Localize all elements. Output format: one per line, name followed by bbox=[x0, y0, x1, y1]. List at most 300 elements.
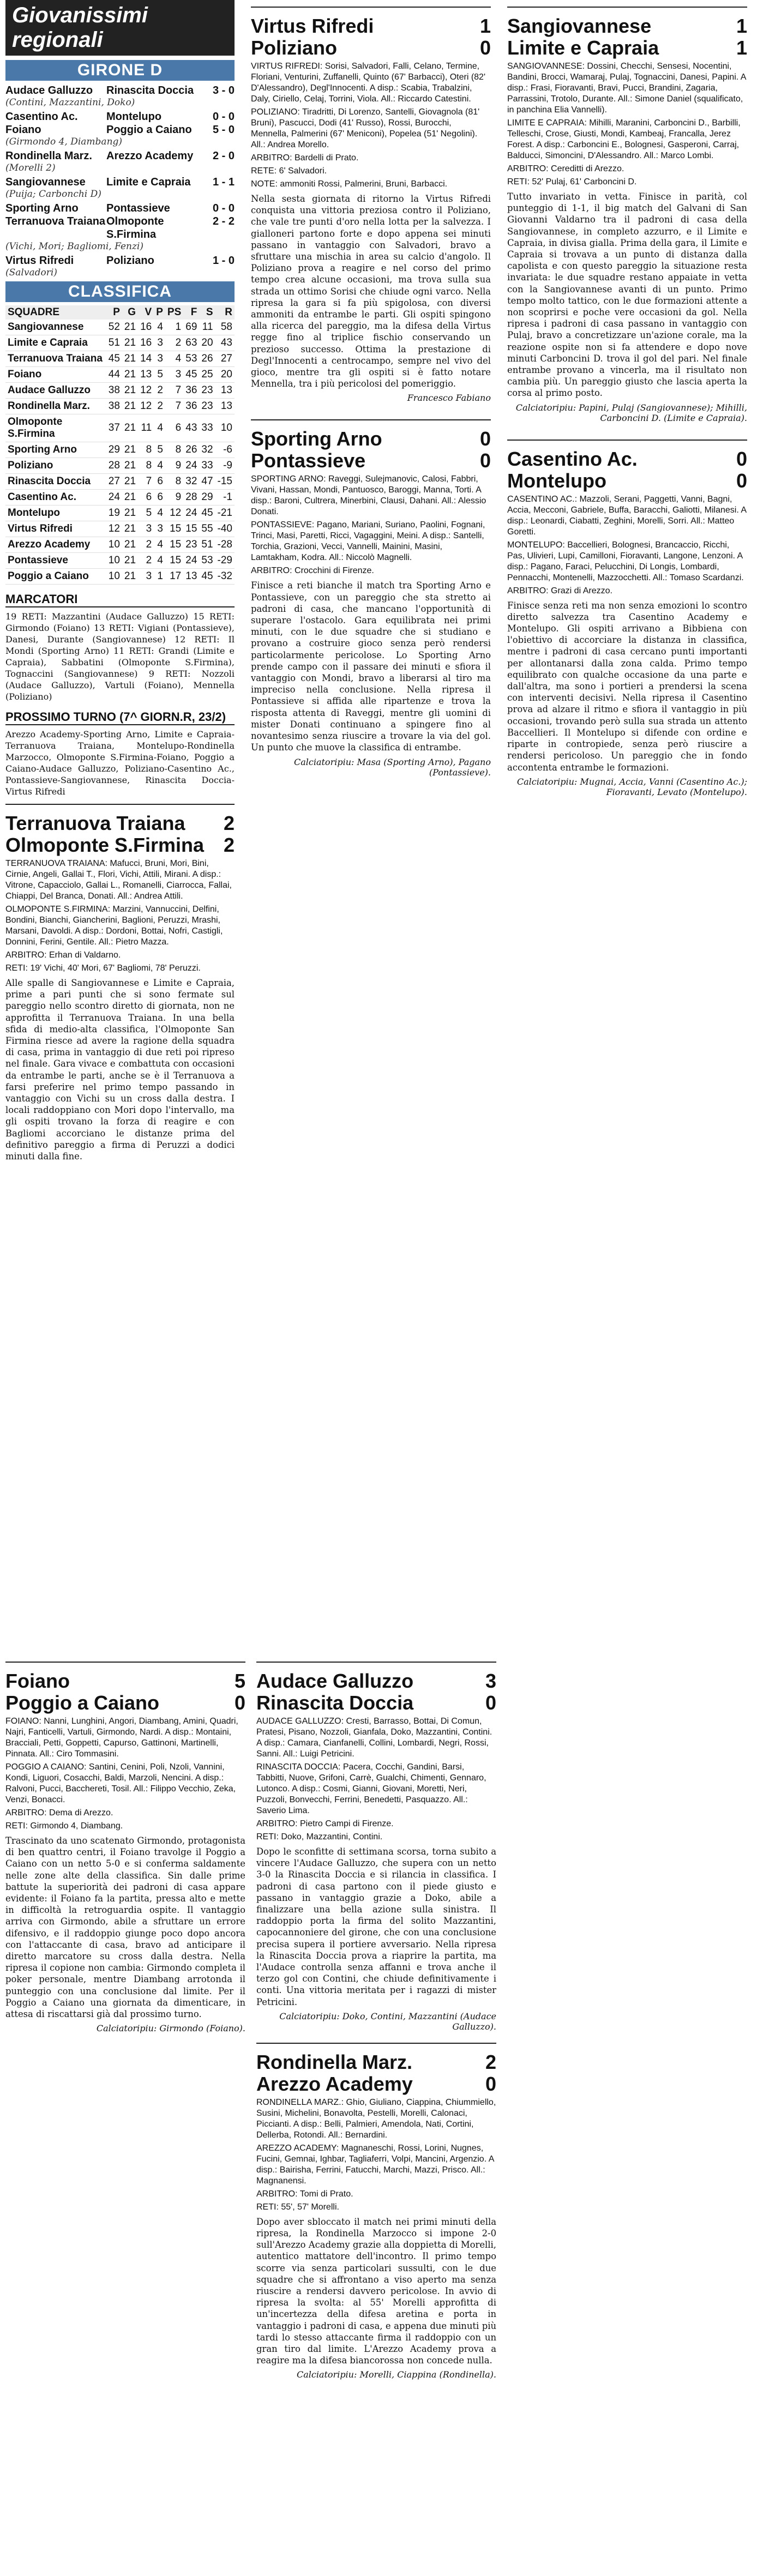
team-name: Sporting Arno bbox=[251, 428, 382, 450]
article-body: Tutto invariato in vetta. Finisce in parità, col punteggio di 1-1, il big match del Galvani di San Giovanni Valdarno tra il padroni di casa della Sangiovannese, in completo azzurro, e il Limite e Capraia, in divisa gialla. Prima della gara, il Limite e Capraia si trovava a un punto di distanza dalla capolista e con questo pareggio la situazione resta invariata: le due squadre restano appaiate in vetta con la Sangiovannese avanti di un punto. Primo tempo molto tattico, con le due formazioni attente a non scoprirsi e poche vere occasioni da gol. Nella ripresa i padroni di casa passano in vantaggio con Pulaj, bravo a concretizzare un'azione corale, ma la reazione ospite non si fa attendere e dopo nove minuti Carboncini D. trova il gol del pari. Nel finale entrambe provano a vincerla, ma il risultato non cambia più. Un pareggio giusto che lascia aperta la corsa al primo posto. bbox=[507, 191, 747, 399]
article-body: Nella sesta giornata di ritorno la Virtus Rifredi conquista una vittoria preziosa contro il Poliziano, che vale tre punti d'oro nella lotta per la salvezza. I gialloneri partono forte e dopo appena sei minuti passano in vantaggio con Salvadori, bravo a sfruttare una mischia in area su calcio d'angolo. Il Poliziano prova a reagire e nel corso del primo tempo crea alcune occasioni, ma trova sulla sua strada un ottimo Sorisi che chiude ogni varco. Nella ripresa la gara si fa più spigolosa, con diversi ammoniti da entrambe le parti. Gli ospiti spingono alla ricerca del pareggio, ma la difesa della Virtus regge fino al triplice fischio conservando un prezioso successo. Ottima la prestazione di Degl'Innocenti a centrocampo, sempre nel vivo del gioco, mentre tra gli ospiti si è fatto notare Mennella, tra i più pericolosi del pomeriggio. bbox=[251, 194, 491, 389]
table-cell: 20 bbox=[199, 335, 215, 351]
lineup-away: AREZZO ACADEMY: Magnaneschi, Rossi, Lorini, Nugnes, Fucini, Gemnai, Ighbar, Tagliaferri, Volpi, Mancini, Argenzio. A disp.: Bairisha, Ferrini, Fatucchi, Marchi, Mazzi, Prisco. All.: Magnanensi. bbox=[256, 2143, 494, 2186]
article-team1 bbox=[5, 1670, 245, 1692]
notes: NOTE: ammoniti Rossi, Palmerini, Bruni, Barbacci. bbox=[251, 179, 448, 189]
referee: ARBITRO: Bardelli di Prato. bbox=[251, 153, 359, 162]
team-score: 0 bbox=[736, 469, 747, 492]
table-cell: 3 bbox=[138, 569, 154, 585]
team-name: Rinascita Doccia bbox=[256, 1692, 414, 1714]
score: 2 - 2 bbox=[212, 215, 235, 227]
team-name: Virtus Rifredi bbox=[251, 15, 374, 37]
table-cell: 24 bbox=[106, 490, 122, 505]
article-casentino bbox=[507, 440, 747, 797]
table-cell: 21 bbox=[122, 521, 138, 537]
article-team2 bbox=[5, 834, 235, 856]
table-cell: 1 bbox=[154, 569, 165, 585]
result-row bbox=[5, 149, 235, 162]
table-cell: 6 bbox=[165, 414, 183, 442]
rule bbox=[5, 804, 235, 805]
table-cell: 25 bbox=[199, 367, 215, 383]
table-cell: 13 bbox=[215, 399, 235, 414]
table-row bbox=[5, 569, 235, 585]
score: 2 - 0 bbox=[212, 150, 235, 162]
table-cell: 24 bbox=[183, 553, 199, 569]
table-cell: 5 bbox=[138, 505, 154, 521]
result-scorers: (Puija; Carbonchi D) bbox=[5, 189, 101, 200]
table-cell: 45 bbox=[199, 569, 215, 585]
goals: RETI: 55', 57' Morelli. bbox=[256, 2202, 339, 2212]
table-cell: 21 bbox=[122, 320, 138, 335]
table-cell: Audace Galluzzo bbox=[5, 383, 106, 399]
home-team: Casentino Ac. bbox=[5, 111, 78, 123]
score: 1 - 1 bbox=[212, 176, 235, 188]
article-terranuova bbox=[5, 804, 235, 1162]
lineup-away: POGGIO A CAIANO: Santini, Cenini, Poli, Nzoli, Vannini, Kondi, Liguori, Cosacchi, Baldi, Marzoli, Nencini. A disp.: Ralvoni, Pucci, Bacchereti, Tosil. All.: Filippo Vecchio, Zeka, Venzi, Bonacci. bbox=[5, 1762, 236, 1804]
home-team: Rondinella Marz. bbox=[5, 150, 92, 162]
table-row bbox=[5, 553, 235, 569]
table-cell: 32 bbox=[199, 442, 215, 458]
table-cell: Arezzo Academy bbox=[5, 537, 106, 553]
section-title: Giovanissimi regionali bbox=[5, 0, 235, 56]
away-team: Limite e Capraia bbox=[106, 176, 191, 188]
table-cell: 14 bbox=[138, 351, 154, 367]
table-cell: 1 bbox=[165, 320, 183, 335]
team-score: 1 bbox=[736, 15, 747, 37]
table-cell: Casentino Ac. bbox=[5, 490, 106, 505]
table-cell: 15 bbox=[165, 537, 183, 553]
table-cell: -28 bbox=[215, 537, 235, 553]
scorers-heading: MARCATORI bbox=[5, 592, 235, 607]
lineup-away: LIMITE E CAPRAIA: Mihilli, Maranini, Carboncini D., Barbilli, Telleschi, Crose, Giusti, Mondi, Kambeaj, Francalla, Jerez Forest. A disp.: Carboncini E., Bolognesi, Gasperoni, Carraj, Balducci, Simoncini, D'Alessandro. All.: Marco Lombi. bbox=[507, 118, 741, 160]
table-cell: 38 bbox=[106, 399, 122, 414]
table-cell: 12 bbox=[106, 521, 122, 537]
table-cell: 15 bbox=[165, 521, 183, 537]
table-cell: 38 bbox=[106, 383, 122, 399]
right-column bbox=[507, 0, 747, 801]
result-row bbox=[5, 254, 235, 267]
score: 1 - 0 bbox=[212, 255, 235, 267]
table-row bbox=[5, 490, 235, 505]
table-cell: 2 bbox=[154, 383, 165, 399]
table-cell: 33 bbox=[199, 458, 215, 474]
rule bbox=[256, 1662, 496, 1663]
article-team2 bbox=[507, 37, 747, 59]
table-cell: 4 bbox=[154, 553, 165, 569]
article-author: Calciatoripiu: Mugnai, Accia, Vanni (Casentino Ac.); Fioravanti, Levato (Montelupo). bbox=[516, 776, 747, 797]
table-cell: 21 bbox=[122, 383, 138, 399]
table-cell: 23 bbox=[199, 399, 215, 414]
result-scorers: (Contini, Mazzantini, Doko) bbox=[5, 97, 135, 108]
table-cell: 45 bbox=[199, 505, 215, 521]
home-team: Sporting Arno bbox=[5, 202, 79, 214]
team-score: 5 bbox=[234, 1670, 245, 1692]
table-cell: 4 bbox=[165, 351, 183, 367]
table-header: G bbox=[122, 305, 138, 320]
rule bbox=[507, 7, 747, 8]
table-header: P bbox=[154, 305, 165, 320]
table-cell: 11 bbox=[138, 414, 154, 442]
table-header: V bbox=[138, 305, 154, 320]
table-cell: 4 bbox=[154, 414, 165, 442]
table-cell: 27 bbox=[215, 351, 235, 367]
table-cell: 13 bbox=[138, 367, 154, 383]
table-cell: 21 bbox=[122, 335, 138, 351]
table-cell: -40 bbox=[215, 521, 235, 537]
away-team: Arezzo Academy bbox=[106, 150, 194, 162]
table-cell: 9 bbox=[165, 490, 183, 505]
table-cell: 17 bbox=[165, 569, 183, 585]
home-team: Audace Galluzzo bbox=[5, 85, 93, 97]
table-cell: 7 bbox=[165, 399, 183, 414]
table-cell: 10 bbox=[106, 553, 122, 569]
table-cell: 3 bbox=[165, 367, 183, 383]
table-cell: 15 bbox=[183, 521, 199, 537]
table-cell: 4 bbox=[154, 505, 165, 521]
table-row bbox=[5, 521, 235, 537]
table-cell: 29 bbox=[199, 490, 215, 505]
article-team2 bbox=[251, 37, 491, 59]
referee: ARBITRO: Grazi di Arezzo. bbox=[507, 586, 612, 595]
team-score: 0 bbox=[485, 1692, 496, 1714]
article-author: Calciatoripiu: Papini, Pulaj (Sangiovannese); Mihilli, Carboncini D. (Limite e Capraia). bbox=[515, 402, 747, 423]
rule bbox=[251, 419, 491, 420]
table-cell: Limite e Capraia bbox=[5, 335, 106, 351]
article-body: Dopo le sconfitte di settimana scorsa, torna subito a vincere l'Audace Galluzzo, che supera con un netto 3-0 la Rinascita Doccia e si rilancia in classifica. I padroni di casa partono con il piede giusto e passano in vantaggio grazie a Doko, abile a finalizzare una bella azione sulla sinistra. Il raddoppio porta la firma del solito Mazzantini, capocannoniere del girone, che con una conclusione precisa supera il portiere avversario. Nella ripresa la Rinascita Doccia prova a riaprire la partita, ma l'Audace controlla senza affanni e trova anche il terzo gol con Contini, che chiude definitivamente i conti. Una vittoria meritata per i ragazzi di mister Petricini. bbox=[256, 1846, 496, 2007]
bottom-middle bbox=[256, 1655, 496, 2383]
score: 3 - 0 bbox=[212, 85, 235, 97]
article-team2 bbox=[251, 450, 491, 472]
article-audace bbox=[256, 1662, 496, 2032]
team-score: 1 bbox=[736, 37, 747, 59]
lineup-away: POLIZIANO: Tiradritti, Di Lorenzo, Santelli, Giovagnola (81' Bruni), Pascucci, Dodi (41' Russo), Rossi, Burocchi, Mennella, Palmerini (67' Meniconi), Popelea (51' Negolini). All.: Andrea Morello. bbox=[251, 107, 480, 149]
girone-label: GIRONE D bbox=[5, 60, 235, 81]
table-cell: 7 bbox=[138, 474, 154, 490]
lineup-home: VIRTUS RIFREDI: Sorisi, Salvadori, Falli, Celano, Termine, Floriani, Venturini, Zuffanelli, Quinto (67' Barbacci), Oteri (82' D'Alessandro), Degl'Innocenti. A disp.: Scabia, Trabalzini, Daly, Ciriello, Celaj, Torrini, Viola. All.: Riccardo Catestini. bbox=[251, 62, 486, 104]
table-cell: 5 bbox=[154, 442, 165, 458]
table-cell: 21 bbox=[122, 367, 138, 383]
table-cell: 8 bbox=[138, 458, 154, 474]
table-cell: Montelupo bbox=[5, 505, 106, 521]
article-sangiovannese bbox=[507, 7, 747, 423]
table-cell: 21 bbox=[122, 474, 138, 490]
table-cell: -15 bbox=[215, 474, 235, 490]
table-cell: Sangiovannese bbox=[5, 320, 106, 335]
table-cell: Foiano bbox=[5, 367, 106, 383]
table-cell: 43 bbox=[183, 414, 199, 442]
table-cell: 8 bbox=[138, 442, 154, 458]
table-cell: 5 bbox=[154, 367, 165, 383]
table-cell: Poliziano bbox=[5, 458, 106, 474]
table-cell: Sporting Arno bbox=[5, 442, 106, 458]
table-cell: 13 bbox=[183, 569, 199, 585]
table-row bbox=[5, 537, 235, 553]
article-author: Calciatoripiu: Girmondo (Foiano). bbox=[96, 2023, 245, 2034]
table-cell: 23 bbox=[183, 537, 199, 553]
table-header: F bbox=[183, 305, 199, 320]
table-cell: 58 bbox=[215, 320, 235, 335]
team-score: 0 bbox=[479, 37, 491, 59]
article-body: Alle spalle di Sangiovannese e Limite e Capraia, prime a pari punti che si sono fermate sul pareggio nello scontro diretto di giornata, non ne approfitta il Terranuova Traiana. In una bella sfida di medio-alta classifica, l'Olmoponte San Firmina riesce ad avere la ragione della squadra di casa, prima in vantaggio di due reti poi ripreso nel finale. Gara vivace e combattuta con occasioni da entrambe le parti, anche se è il Terranuova a farsi preferire nel primo tempo passando in vantaggio con Vichi su un cross dalla destra. I locali raddoppiano con Mori dopo l'intervallo, ma gli ospiti trovano la forza di reagire e con Bagliomi accorciano le distanze prima del definitivo pareggio a firma di Peruzzi a dodici minuti dalla fine. bbox=[5, 978, 235, 1162]
table-cell: Terranuova Traiana bbox=[5, 351, 106, 367]
table-cell: 4 bbox=[154, 320, 165, 335]
lineup-home: CASENTINO AC.: Mazzoli, Serani, Paggetti, Vanni, Bagni, Accia, Mecconi, Gabriele, Buffa, Baracchi, Galiotti, Milanesi. A disp.: Leonardi, Ciabatti, Zeghini, Morelli, Sorri. All.: Matteo Goretti. bbox=[507, 494, 747, 537]
result-scorers: (Salvadori) bbox=[5, 267, 57, 278]
referee: ARBITRO: Dema di Arezzo. bbox=[5, 1808, 113, 1817]
team-name: Audace Galluzzo bbox=[256, 1670, 414, 1692]
table-cell: 8 bbox=[165, 474, 183, 490]
next-round-text: Arezzo Academy-Sporting Arno, Limite e Capraia-Terranuova Traiana, Montelupo-Rondinella Marzocco, Olmoponte S.Firmina-Foiano, Poggio a Caiano-Audace Galluzzo, Poliziano-Casentino Ac., Pontassieve-Sangiovannese, Rinascita Doccia-Virtus Rifredi bbox=[5, 729, 235, 797]
table-cell: 53 bbox=[183, 351, 199, 367]
left-column bbox=[5, 0, 235, 1165]
article-rondinella bbox=[256, 2043, 496, 2380]
table-cell: 10 bbox=[215, 414, 235, 442]
referee: ARBITRO: Pietro Campi di Firenze. bbox=[256, 1819, 394, 1828]
article-author: Calciatoripiu: Morelli, Ciappina (Rondinella). bbox=[296, 2369, 496, 2380]
table-cell: -1 bbox=[215, 490, 235, 505]
table-cell: 47 bbox=[199, 474, 215, 490]
article-team1 bbox=[256, 2051, 496, 2073]
table-cell: 52 bbox=[106, 320, 122, 335]
table-cell: 11 bbox=[199, 320, 215, 335]
table-header: PS bbox=[165, 305, 183, 320]
team-score: 0 bbox=[234, 1692, 245, 1714]
lineup-home: FOIANO: Nanni, Lunghini, Angori, Diambang, Amini, Quadri, Najri, Fanticelli, Vartuli, Girmondo, Nardi. A disp.: Montaini, Bracciali, Petti, Goppetti, Capurso, Gattinoni, Martinelli, Pinnata. All.: Ciro Tommasini. bbox=[5, 1717, 238, 1759]
table-cell: 10 bbox=[106, 569, 122, 585]
goals: RETI: Girmondo 4, Diambang. bbox=[5, 1821, 123, 1831]
team-score: 0 bbox=[736, 447, 747, 470]
table-cell: 26 bbox=[183, 442, 199, 458]
table-cell: 28 bbox=[106, 458, 122, 474]
table-cell: 27 bbox=[106, 474, 122, 490]
lineup-away: MONTELUPO: Baccellieri, Bolognesi, Brancaccio, Ricchi, Pas, Ulivieri, Lupi, Camilloni, Fioravanti, Langone, Lenzoni. A disp.: Pagano, Faraci, Pelucchini, Di Longis, Lombardi, Pennacchi, Montenelli, Mazzocchetti. All.: Tomaso Scardanzi. bbox=[507, 540, 744, 582]
table-cell: 28 bbox=[183, 490, 199, 505]
table-cell: 19 bbox=[106, 505, 122, 521]
table-row bbox=[5, 335, 235, 351]
table-cell: 36 bbox=[183, 383, 199, 399]
table-cell: 15 bbox=[165, 553, 183, 569]
table-cell: Virtus Rifredi bbox=[5, 521, 106, 537]
table-cell: 4 bbox=[154, 458, 165, 474]
rule bbox=[251, 7, 491, 8]
article-foiano bbox=[5, 1662, 245, 2033]
table-cell: 2 bbox=[154, 399, 165, 414]
article-team1 bbox=[5, 812, 235, 834]
goals: RETE: 6' Salvadori. bbox=[251, 166, 327, 176]
away-team: Montelupo bbox=[106, 111, 162, 123]
lineup-home: TERRANUOVA TRAIANA: Mafucci, Bruni, Mori, Bini, Cirnie, Angeli, Gallai T., Flori, Vichi, Attili, Mirani. A disp.: Vitrone, Capacciolo, Gallai L., Romanelli, Ciarrocca, Fallai, Chiappi, Del Branca, Donati. All.: Andrea Attili. bbox=[5, 859, 232, 901]
article-body: Trascinato da uno scatenato Girmondo, protagonista di ben quattro centri, il Foiano travolge il Poggio a Caiano con un netto 5-0 e si conferma saldamente nelle zone alte della classifica. Sin dalle prime battute la superiorità dei padroni di casa appare evidente: il Foiano fa la partita, pressa alto e mette in difficoltà la retroguardia ospite. Il vantaggio arriva con Girmondo, abile a sfruttare un errore difensivo, e il raddoppio giunge poco dopo ancora con l'attaccante di casa, bravo ad anticipare il diretto marcatore su cross dalla destra. Nella ripresa il copione non cambia: Girmondo completa il poker personale, mentre Diambang arrotonda il punteggio con una conclusione dal limite. Per il Poggio a Caiano una giornata da dimenticare, in attesa di riscattarsi già dal prossimo turno. bbox=[5, 1835, 245, 2020]
away-team: Olmoponte S.Firmina bbox=[106, 215, 164, 240]
table-row bbox=[5, 442, 235, 458]
team-name: Rondinella Marz. bbox=[256, 2050, 413, 2073]
table-cell: 26 bbox=[199, 351, 215, 367]
team-name: Sangiovannese bbox=[507, 15, 652, 37]
table-cell: 21 bbox=[122, 399, 138, 414]
table-row bbox=[5, 474, 235, 490]
table-cell: -32 bbox=[215, 569, 235, 585]
table-cell: 51 bbox=[199, 537, 215, 553]
table-cell: 21 bbox=[122, 351, 138, 367]
table-cell: 69 bbox=[183, 320, 199, 335]
team-score: 0 bbox=[485, 2072, 496, 2095]
home-team: Sangiovannese bbox=[5, 176, 86, 188]
article-author: Calciatoripiu: Masa (Sporting Arno), Pagano (Pontassieve). bbox=[293, 756, 491, 778]
table-cell: 63 bbox=[183, 335, 199, 351]
table-header: R bbox=[215, 305, 235, 320]
team-name: Olmoponte S.Firmina bbox=[5, 834, 205, 856]
team-score: 0 bbox=[479, 449, 491, 472]
team-score: 0 bbox=[479, 428, 491, 450]
table-header: P bbox=[106, 305, 122, 320]
result-scorers: (Girmondo 4, Diambang) bbox=[5, 136, 123, 147]
table-cell: 21 bbox=[122, 442, 138, 458]
rule bbox=[256, 2043, 496, 2044]
table-cell: 8 bbox=[165, 442, 183, 458]
results-list bbox=[5, 84, 235, 278]
article-team1 bbox=[507, 448, 747, 470]
article-team1 bbox=[507, 15, 747, 37]
table-cell: 6 bbox=[154, 490, 165, 505]
table-cell: 21 bbox=[122, 505, 138, 521]
article-team1 bbox=[251, 428, 491, 450]
table-cell: 51 bbox=[106, 335, 122, 351]
article-team2 bbox=[507, 470, 747, 492]
table-cell: 12 bbox=[138, 383, 154, 399]
result-row bbox=[5, 110, 235, 123]
lineup-away: OLMOPONTE S.FIRMINA: Marzini, Vannuccini, Delfini, Bondini, Bianchi, Giancherini, Baglioni, Peruzzi, Mrashi, Marsani, Davoldi. A disp.: Dordoni, Bottai, Nofri, Castigli, Donnini, Ferini, Gentile. All.: Pietro Mazza. bbox=[5, 905, 223, 947]
referee: ARBITRO: Tomi di Prato. bbox=[256, 2189, 353, 2199]
home-team: Terranuova Traiana bbox=[5, 215, 106, 227]
article-author: Francesco Fabiano bbox=[407, 393, 491, 404]
table-row bbox=[5, 458, 235, 474]
lineup-home: SANGIOVANNESE: Dossini, Checchi, Sensesi, Nocentini, Bandini, Brocci, Wamaraj, Pulaj, Tognaccini, Danesi, Papini. A disp.: Frasi, Fioravanti, Bravi, Pucci, Brandini, Zagaria, Parrassini, Trotolo, Durante. All.: Simone Daniel (squalificato, in panchina Elia Vannelli). bbox=[507, 62, 746, 115]
home-team: Foiano bbox=[5, 124, 41, 136]
scorers-text: 19 RETI: Mazzantini (Audace Galluzzo) 15 RETI: Girmondo (Foiano) 13 RETI: Vigiani (Pontassieve), Danesi, Durante (Sangiovannese) 12 RETI: Il Mondi (Sporting Arno) 11 RETI: Grandi (Limite e Capraia), Sabbatini (Olmoponte S.Firmina), Tognaccini (Sangiovannese) 9 RETI: Nozzoli (Audace Galluzzo), Vartuli (Foiano), Mennella (Poliziano) bbox=[5, 611, 235, 702]
table-cell: 20 bbox=[215, 367, 235, 383]
goals: RETI: 19' Vichi, 40' Mori, 67' Bagliomi, 78' Peruzzi. bbox=[5, 964, 201, 973]
article-body: Dopo aver sbloccato il match nei primi minuti della ripresa, la Rondinella Marzocco si impone 2-0 sull'Arezzo Academy grazie alla doppietta di Morelli, autentico mattatore dell'incontro. Il primo tempo scorre via senza particolari sussulti, con le due squadre che si affrontano a viso aperto ma senza riuscire a rendersi davvero pericolose. In avvio di ripresa la svolta: al 55' Morelli approfitta di un'incertezza della difesa aretina e porta in vantaggio i padroni di casa, e appena due minuti più tardi lo stesso attaccante firma il raddoppio con un gran tiro dal limite. L'Arezzo Academy prova a reagire ma la difesa biancorossa non concede nulla. bbox=[256, 2216, 496, 2366]
lineup-home: SPORTING ARNO: Raveggi, Sulejmanovic, Calosi, Fabbri, Vivani, Hassan, Mondi, Pantuosco, Baroggi, Manna, Torti. A disp.: Baroni, Cultrera, Minerbini, Clausi, Dahani. All.: Alessio Donati. bbox=[251, 474, 486, 517]
article-virtus bbox=[251, 7, 491, 403]
bottom-left bbox=[5, 1655, 245, 2037]
table-cell: 7 bbox=[165, 383, 183, 399]
result-scorers: (Morelli 2) bbox=[5, 162, 56, 173]
table-cell: 36 bbox=[183, 399, 199, 414]
table-cell: 13 bbox=[215, 383, 235, 399]
middle-column bbox=[251, 0, 491, 781]
table-cell: 3 bbox=[154, 351, 165, 367]
team-score: 3 bbox=[485, 1670, 496, 1692]
table-cell: 12 bbox=[165, 505, 183, 521]
team-name: Pontassieve bbox=[251, 449, 366, 472]
score: 0 - 0 bbox=[212, 111, 235, 123]
table-cell: 55 bbox=[199, 521, 215, 537]
table-cell: 21 bbox=[122, 553, 138, 569]
table-cell: 37 bbox=[106, 414, 122, 442]
rule bbox=[507, 440, 747, 441]
table-cell: 21 bbox=[122, 537, 138, 553]
team-name: Poliziano bbox=[251, 37, 338, 59]
table-cell: -21 bbox=[215, 505, 235, 521]
table-cell: 53 bbox=[199, 553, 215, 569]
article-team1 bbox=[251, 15, 491, 37]
classifica-label: CLASSIFICA bbox=[5, 281, 235, 302]
score: 5 - 0 bbox=[212, 124, 235, 136]
table-cell: 12 bbox=[138, 399, 154, 414]
article-body: Finisce a reti bianche il match tra Sporting Arno e Pontassieve, con un pareggio che sta stretto ai padroni di casa, che mancano l'opportunità di superare l'ostacolo. Gara equilibrata nei primi minuti, con le due squadre che si studiano e provano a costruire gioco senza però rendersi particolarmente pericolose. Lo Sporting Arno prende campo con il passare dei minuti e sfiora il vantaggio con Mondi, bravo a liberarsi al tiro ma impreciso nella conclusione. Nella ripresa il Pontassieve si affida alle ripartenze e trova la risposta attenta di Raveggi, mentre gli uomini di mister Donati continuano a spingere fino al novantesimo senza riuscire a trovare la via del gol. Un punto che muove la classifica di entrambe. bbox=[251, 580, 491, 753]
result-row bbox=[5, 202, 235, 215]
table-cell: 16 bbox=[138, 320, 154, 335]
home-team: Virtus Rifredi bbox=[5, 255, 74, 267]
referee: ARBITRO: Crocchini di Firenze. bbox=[251, 566, 374, 576]
away-team: Rinascita Doccia bbox=[106, 85, 194, 97]
table-cell: 2 bbox=[138, 553, 154, 569]
table-cell: 43 bbox=[215, 335, 235, 351]
table-cell: 9 bbox=[165, 458, 183, 474]
lineup-home: AUDACE GALLUZZO: Cresti, Barrasso, Bottai, Di Comun, Pratesi, Pisano, Nozzoli, Gianfala, Doko, Mazzantini, Contini. A disp.: Camara, Cianfanelli, Collini, Lombardi, Negri, Rossi, Sanni. All.: Luigi Petricini. bbox=[256, 1717, 492, 1759]
article-body: Finisce senza reti ma non senza emozioni lo scontro diretto salvezza tra Casentino Academy e Montelupo. Gli ospiti arrivano a Bibbiena con l'obiettivo di accorciare la distanza in classifica, mentre i padroni di casa cercano punti importanti per allontanarsi dalla zona calda. Primo tempo equilibrato con qualche occasione da una parte e dall'altra, ma sono i portieri a prendersi la scena con interventi decisivi. Nella ripresa il Casentino prova ad alzare il ritmo e sfiora il vantaggio in più occasioni, trovando però sulla sua strada un attento Baccellieri. Il Montelupo si difende con ordine e riparte in contropiede, senza però riuscire a rendersi pericoloso. Un pareggio che in fondo accontenta entrambe le formazioni. bbox=[507, 600, 747, 773]
goals: RETI: Doko, Mazzantini, Contini. bbox=[256, 1832, 383, 1841]
lineup-home: RONDINELLA MARZ.: Ghio, Giuliano, Ciappina, Chiummiello, Susini, Michelini, Bonavolta, Pestelli, Morelli, Calonaci, Piccianti. A disp.: Belli, Palmieri, Amendola, Nati, Cortini, Dellerba, Rotondi. All.: Bernardini. bbox=[256, 2097, 496, 2140]
team-score: 2 bbox=[223, 834, 235, 856]
result-row bbox=[5, 215, 235, 241]
result-scorers: (Vichi, Mori; Bagliomi, Fenzi) bbox=[5, 241, 143, 252]
article-team2 bbox=[5, 1692, 245, 1714]
referee: ARBITRO: Cereditti di Arezzo. bbox=[507, 164, 624, 173]
table-cell: Pontassieve bbox=[5, 553, 106, 569]
table-cell: Poggio a Caiano bbox=[5, 569, 106, 585]
lineup-away: PONTASSIEVE: Pagano, Mariani, Suriano, Paolini, Fognani, Trinci, Masi, Paretti, Ricci, Vagaggini, Meini. A disp.: Santelli, Torchia, Grazioni, Vecci, Vannelli, Mainini, Masini, Lamtakham, Kodra. All.: Niccolò Magnelli. bbox=[251, 520, 485, 563]
table-row bbox=[5, 367, 235, 383]
table-row bbox=[5, 505, 235, 521]
result-row bbox=[5, 176, 235, 189]
team-score: 2 bbox=[223, 812, 235, 834]
table-row bbox=[5, 399, 235, 414]
table-cell: 3 bbox=[154, 335, 165, 351]
away-team: Poggio a Caiano bbox=[106, 124, 192, 136]
table-cell: -29 bbox=[215, 553, 235, 569]
table-cell: 10 bbox=[106, 537, 122, 553]
score: 0 - 0 bbox=[212, 202, 235, 214]
team-name: Casentino Ac. bbox=[507, 447, 638, 470]
table-cell: 6 bbox=[138, 490, 154, 505]
article-team2 bbox=[256, 1692, 496, 1714]
team-name: Limite e Capraia bbox=[507, 37, 659, 59]
table-cell: 32 bbox=[183, 474, 199, 490]
table-cell: 24 bbox=[183, 505, 199, 521]
table-row bbox=[5, 414, 235, 442]
team-score: 1 bbox=[479, 15, 491, 37]
table-cell: 4 bbox=[154, 537, 165, 553]
article-team2 bbox=[256, 2073, 496, 2095]
table-cell: 24 bbox=[183, 458, 199, 474]
table-cell: 3 bbox=[138, 521, 154, 537]
team-score: 2 bbox=[485, 2050, 496, 2073]
table-cell: 3 bbox=[154, 521, 165, 537]
table-row bbox=[5, 351, 235, 367]
team-name: Terranuova Traiana bbox=[5, 812, 185, 834]
table-cell: 16 bbox=[138, 335, 154, 351]
referee: ARBITRO: Erhan di Valdarno. bbox=[5, 950, 121, 960]
result-row bbox=[5, 84, 235, 97]
next-round-heading: PROSSIMO TURNO (7^ GIORN.R, 23/2) bbox=[5, 710, 235, 725]
table-cell: 44 bbox=[106, 367, 122, 383]
team-name: Poggio a Caiano bbox=[5, 1692, 160, 1714]
table-cell: 21 bbox=[122, 458, 138, 474]
table-cell: Rinascita Doccia bbox=[5, 474, 106, 490]
table-row bbox=[5, 320, 235, 335]
